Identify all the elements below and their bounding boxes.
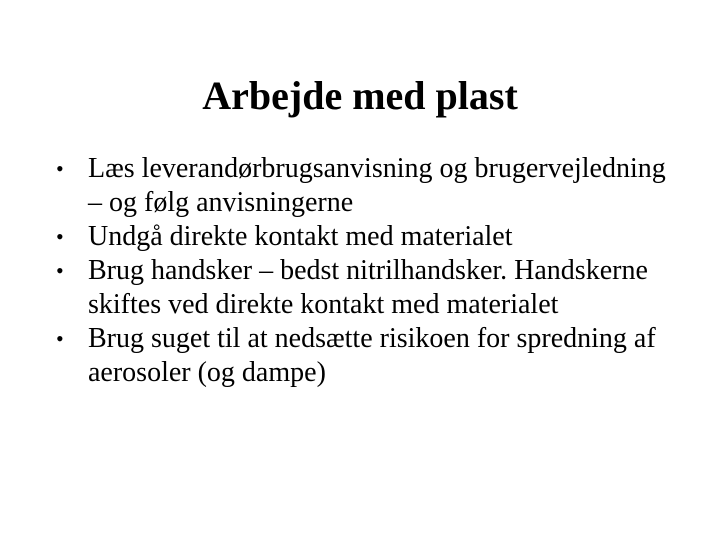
bullet-text: Læs leverandørbrugsanvisning og brugervejledning – og følg anvisningerne	[88, 153, 666, 218]
bullet-item	[56, 322, 676, 390]
bullet-item	[56, 152, 676, 220]
bullet-item	[56, 220, 676, 254]
slide-title: Arbejde med plast	[202, 73, 518, 118]
bullet-text: Brug suget til at nedsætte risikoen for spredning af aerosoler (og dampe)	[88, 323, 656, 388]
bullet-text: Brug handsker – bedst nitrilhandsker. Handskerne skiftes ved direkte kontakt med materialet	[88, 255, 648, 320]
bullet-icon: •	[56, 258, 64, 283]
bullet-item	[56, 254, 676, 322]
bullet-text: Undgå direkte kontakt med materialet	[88, 221, 513, 252]
bullet-list	[56, 152, 676, 390]
bullet-icon: •	[56, 224, 64, 249]
bullet-icon: •	[56, 156, 64, 181]
bullet-icon: •	[56, 326, 64, 351]
